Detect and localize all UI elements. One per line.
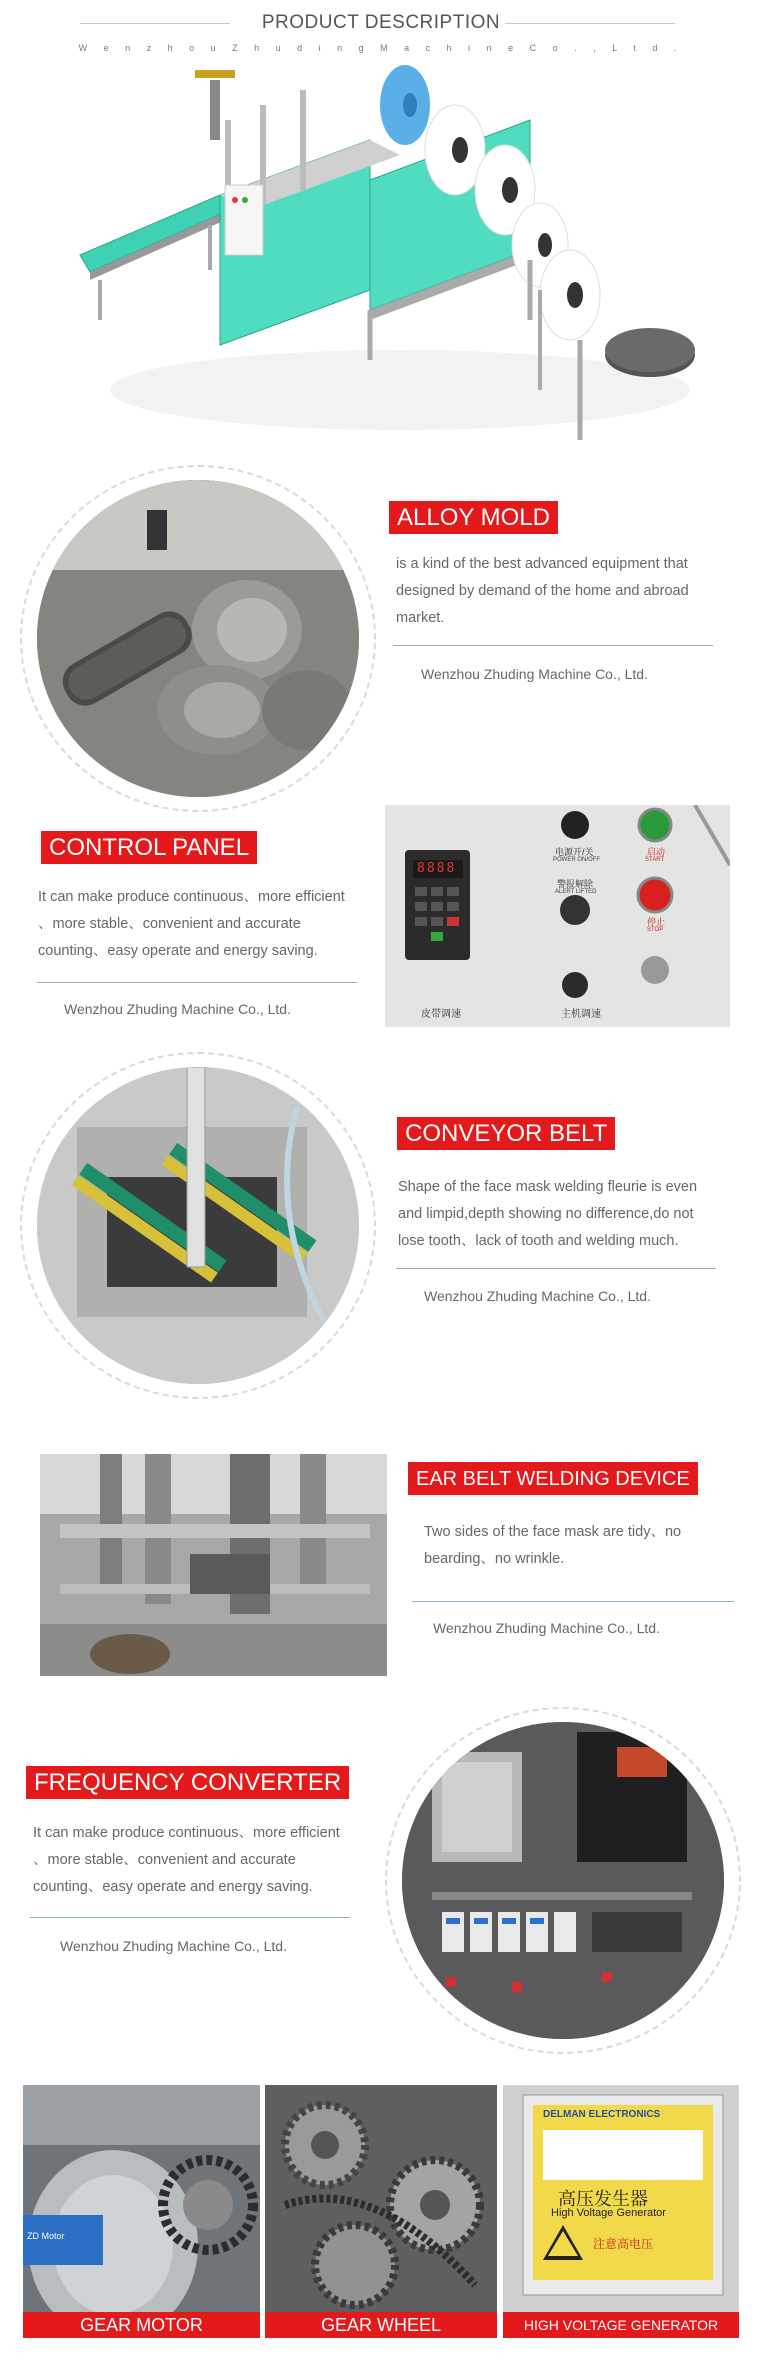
panel-power-en: POWER ON/OFF xyxy=(553,857,600,863)
gear-wheel-label: GEAR WHEEL xyxy=(265,2312,497,2338)
motor-brand-label: ZD Motor xyxy=(27,2231,65,2241)
control-panel-desc-3: counting、easy operate and energy saving. xyxy=(38,943,318,959)
conveyor-belt-desc-3: lose tooth、lack of tooth and welding much. xyxy=(398,1233,679,1249)
frequency-converter-photo-circle xyxy=(385,1707,741,2054)
alloy-mold-photo xyxy=(37,480,359,797)
hv-generator-label: HIGH VOLTAGE GENERATOR xyxy=(503,2312,739,2338)
panel-main-label: 主机调速 xyxy=(561,1009,601,1020)
page-title: PRODUCT DESCRIPTION xyxy=(261,12,501,33)
ear-belt-company: Wenzhou Zhuding Machine Co., Ltd. xyxy=(433,1620,660,1636)
panel-start-label: 启动 xyxy=(647,847,666,857)
hv-en-title: High Voltage Generator xyxy=(551,2207,666,2219)
control-panel-title: CONTROL PANEL xyxy=(41,831,257,864)
conveyor-belt-desc-2: and limpid,depth showing no difference,do not xyxy=(398,1206,694,1222)
alloy-mold-title: ALLOY MOLD xyxy=(389,501,558,534)
frequency-converter-divider xyxy=(30,1917,350,1918)
frequency-converter-desc-1: It can make produce continuous、more efficient xyxy=(33,1825,340,1841)
ear-belt-desc-1: Two sides of the face mask are tidy、no xyxy=(424,1524,682,1540)
panel-alert-en: ALERT LIFTED xyxy=(555,889,597,895)
ear-belt-divider xyxy=(412,1601,734,1602)
frequency-converter-desc-2: 、more stable、convenient and accurate xyxy=(33,1852,296,1868)
panel-start-en: START xyxy=(645,857,665,863)
control-panel-desc-2: 、more stable、convenient and accurate xyxy=(38,916,301,932)
hv-generator-photo xyxy=(503,2085,739,2338)
panel-display: 8888 xyxy=(417,861,457,876)
gear-motor-photo xyxy=(23,2085,260,2338)
alloy-mold-desc-3: market. xyxy=(396,610,445,626)
ear-belt-photo xyxy=(40,1454,387,1676)
machine-illustration xyxy=(70,60,710,500)
panel-stop-label: 停止 xyxy=(647,917,666,927)
ear-belt-desc-2: bearding、no wrinkle. xyxy=(424,1551,565,1567)
gear-wheel-photo xyxy=(265,2085,497,2338)
frequency-converter-title: FREQUENCY CONVERTER xyxy=(26,1766,349,1799)
alloy-mold-company: Wenzhou Zhuding Machine Co., Ltd. xyxy=(421,666,648,682)
alloy-mold-photo-circle xyxy=(20,465,376,812)
panel-stop-en: STOP xyxy=(647,927,664,933)
conveyor-belt-photo xyxy=(37,1067,359,1384)
company-subtitle: W e n z h o u Z h u d i n g M a c h i n e C o . , L t d . xyxy=(78,43,684,53)
control-panel-photo xyxy=(385,805,730,1027)
gear-motor-label: GEAR MOTOR xyxy=(23,2312,260,2338)
conveyor-belt-divider xyxy=(396,1268,716,1269)
conveyor-belt-desc-1: Shape of the face mask welding fleurie is even xyxy=(398,1179,698,1195)
frequency-converter-photo xyxy=(402,1722,724,2039)
ear-belt-title: EAR BELT WELDING DEVICE xyxy=(408,1462,698,1495)
frequency-converter-desc-3: counting、easy operate and energy saving. xyxy=(33,1879,313,1895)
hv-warn: 注意高电压 xyxy=(593,2237,654,2251)
alloy-mold-desc-1: is a kind of the best advanced equipment that xyxy=(396,556,688,572)
control-panel-desc-1: It can make produce continuous、more efficient xyxy=(38,889,345,905)
alloy-mold-desc-2: designed by demand of the home and abroad xyxy=(396,583,689,599)
conveyor-belt-company: Wenzhou Zhuding Machine Co., Ltd. xyxy=(424,1288,651,1304)
panel-power-label: 电源开/关 xyxy=(555,847,594,857)
control-panel-company: Wenzhou Zhuding Machine Co., Ltd. xyxy=(64,1001,291,1017)
hv-cn-title: 高压发生器 xyxy=(558,2189,648,2209)
panel-alert-label: 警报解除 xyxy=(557,879,594,889)
control-panel-divider xyxy=(37,982,357,983)
conveyor-belt-photo-circle xyxy=(20,1052,376,1399)
panel-belt-label: 皮带调速 xyxy=(421,1009,461,1020)
conveyor-belt-title: CONVEYOR BELT xyxy=(397,1117,615,1150)
alloy-mold-divider xyxy=(393,645,713,646)
frequency-converter-company: Wenzhou Zhuding Machine Co., Ltd. xyxy=(60,1938,287,1954)
hv-brand: DELMAN ELECTRONICS xyxy=(543,2109,661,2120)
